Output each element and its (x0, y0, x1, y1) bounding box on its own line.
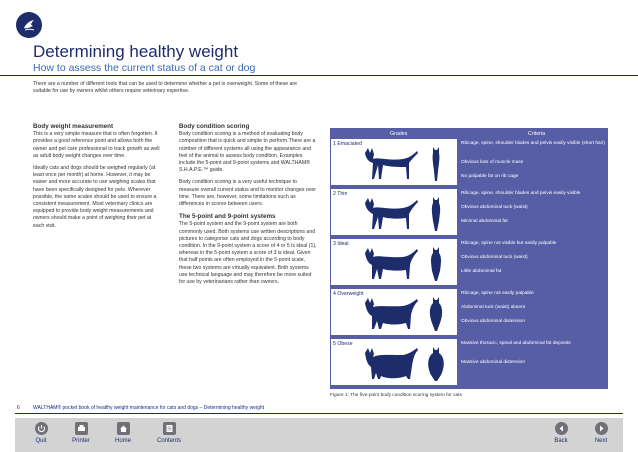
footer-text: WALTHAM® pocket book of healthy weight maintenance for cats and dogs – Determining healthy weight (33, 405, 265, 411)
grade-row-ideal (330, 239, 608, 286)
grade-label: 3 Ideal (333, 241, 349, 247)
contents-button[interactable] (149, 418, 189, 452)
criteria-item: Massive thoracic, spinal and abdominal fat deposits (461, 341, 571, 346)
criteria-cell (458, 239, 607, 285)
grade-cell (331, 289, 457, 335)
overweight-cat-side-icon (359, 295, 421, 333)
figure-caption: Figure 1: The five-point body condition scoring system for cats (330, 393, 462, 398)
criteria-item: Minimal abdominal fat (461, 219, 508, 224)
printer-label: Printer (72, 438, 90, 444)
grade-label: 1 Emaciated (333, 141, 362, 147)
point-systems-paragraph: The 5-point system and the 9-point system are both commonly used. Both systems use written descriptions and pictures to categorise cats and dogs according to body condition. In the 9-point system a score of 4 or 5 is ideal (1), whereas in the 5-point system a score of 3 is ideal. Given that half points are often employed in the 5-point scale, these two systems are virtually equivalent. Both systems use technical language and may therefore be more suited for use by veterinarians rather than owners. (179, 221, 317, 286)
thin-cat-top-icon (429, 195, 443, 233)
criteria-item: Obvious abdominal tuck (waist) (461, 255, 528, 260)
home-label: Home (114, 438, 131, 444)
page-number: 6 (17, 405, 20, 411)
page-subtitle: How to assess the current status of a cat or dog (33, 62, 256, 74)
criteria-cell (458, 289, 607, 335)
ideal-cat-side-icon (359, 245, 421, 283)
grade-cell (331, 339, 457, 385)
logo-mark-icon (21, 17, 37, 33)
criteria-item: Little abdominal fat (461, 269, 502, 274)
emaciated-cat-top-icon (429, 145, 443, 183)
criteria-item: Ribcage, spine, shoulder blades and pelvis easily visible (461, 191, 581, 196)
page-title: Determining healthy weight (33, 42, 239, 61)
back-button[interactable] (541, 418, 581, 452)
grade-row-obese (330, 339, 608, 386)
next-arrow-icon (595, 422, 608, 435)
obese-cat-top-icon (426, 345, 446, 383)
criteria-item: Ribcage, spine, shoulder blades and pelvis easily visible (short hair) (461, 141, 605, 146)
grade-label: 5 Obese (333, 341, 353, 347)
grades-table (330, 128, 608, 389)
grades-header: Grades (390, 131, 408, 137)
criteria-item: No palpable fat on rib cage (461, 174, 519, 179)
criteria-cell (458, 189, 607, 235)
footer-divider (15, 413, 623, 414)
criteria-item: Ribcage, spine not visible but easily palpable (461, 241, 557, 246)
body-weight-paragraph: This is a very simple measure that is often forgotten. It provides a good reference point and allows both the owner and pet care professional to track growth as well as adult body weight changes over time. (33, 131, 160, 159)
body-condition-heading: Body condition scoring (179, 123, 250, 130)
quit-label: Quit (35, 438, 47, 444)
contents-label: Contents (156, 438, 181, 444)
grade-cell (331, 239, 457, 285)
home-icon (117, 422, 130, 435)
criteria-item: Obvious abdominal tuck (waist) (461, 205, 528, 210)
criteria-item: Ribcage, spine not easily palpable (461, 291, 534, 296)
grade-row-overweight (330, 289, 608, 336)
printer-button[interactable] (61, 418, 101, 452)
grade-row-emaciated (330, 139, 608, 186)
criteria-cell (458, 339, 607, 385)
point-systems-heading: The 5-point and 9-point systems (179, 213, 276, 221)
criteria-header: Criteria (528, 131, 546, 137)
emaciated-cat-side-icon (359, 145, 421, 183)
grade-row-thin (330, 189, 608, 236)
thin-cat-side-icon (359, 195, 421, 233)
grade-label: 4 Overweight (333, 291, 364, 297)
obese-cat-side-icon (359, 345, 421, 383)
back-arrow-icon (555, 422, 568, 435)
next-label: Next (594, 438, 608, 444)
body-weight-paragraph: Ideally cats and dogs should be weighed regularly (at least once per month) at home. However, it may be easier and more accurate to use weighing scales that have been specifically designed for pets. Wherever possible, the same scales should be used to ensure a consistent measurement. Most veterinary clinics are equipped to provide body weight measurements and owners should make a point of weighing their pet at each visit. (33, 165, 157, 229)
overweight-cat-top-icon (427, 295, 445, 333)
criteria-cell (458, 139, 607, 185)
printer-icon (75, 422, 88, 435)
grade-cell (331, 139, 457, 185)
grade-label: 2 Thin (333, 191, 348, 197)
grades-table-header (330, 128, 608, 139)
header-divider (0, 75, 638, 76)
body-condition-section (179, 123, 317, 291)
back-label: Back (554, 438, 568, 444)
contents-icon (163, 422, 176, 435)
grade-cell (331, 189, 457, 235)
body-weight-section (33, 123, 161, 235)
criteria-item: Obvious abdominal distension (461, 319, 525, 324)
body-condition-paragraph: Body condition scoring is a method of evaluating body composition that is quick and simple to perform.There are a number of different systems all using the appearance and feel of the animal to assess body condition. Examples include the 5-point and 9-point systems and WALTHAM® S.H.A.P.E.™ guide. (179, 131, 316, 174)
quit-icon (35, 422, 48, 435)
waltham-logo (16, 12, 42, 38)
home-button[interactable] (103, 418, 143, 452)
quit-button[interactable] (21, 418, 61, 452)
ideal-cat-top-icon (428, 245, 444, 283)
next-button[interactable] (581, 418, 621, 452)
criteria-item: Massive abdominal distension (461, 360, 525, 365)
body-condition-paragraph: Body condition scoring is a very useful technique to measure overall current status and to monitor changes over time. There are, however, some limitations such as differences in scores between users. (179, 179, 316, 208)
intro-text: There are a number of different tools that can be used to determine whether a pet is overweight. Some of these are suitable for use by owners whilst others require veterinary expertise. (33, 81, 298, 94)
criteria-item: Obvious loss of muscle mass (461, 160, 524, 165)
criteria-item: Abdominal tuck (waist) absent (461, 305, 525, 310)
body-weight-heading: Body weight measurement (33, 123, 114, 130)
navigation-bar (15, 418, 623, 452)
